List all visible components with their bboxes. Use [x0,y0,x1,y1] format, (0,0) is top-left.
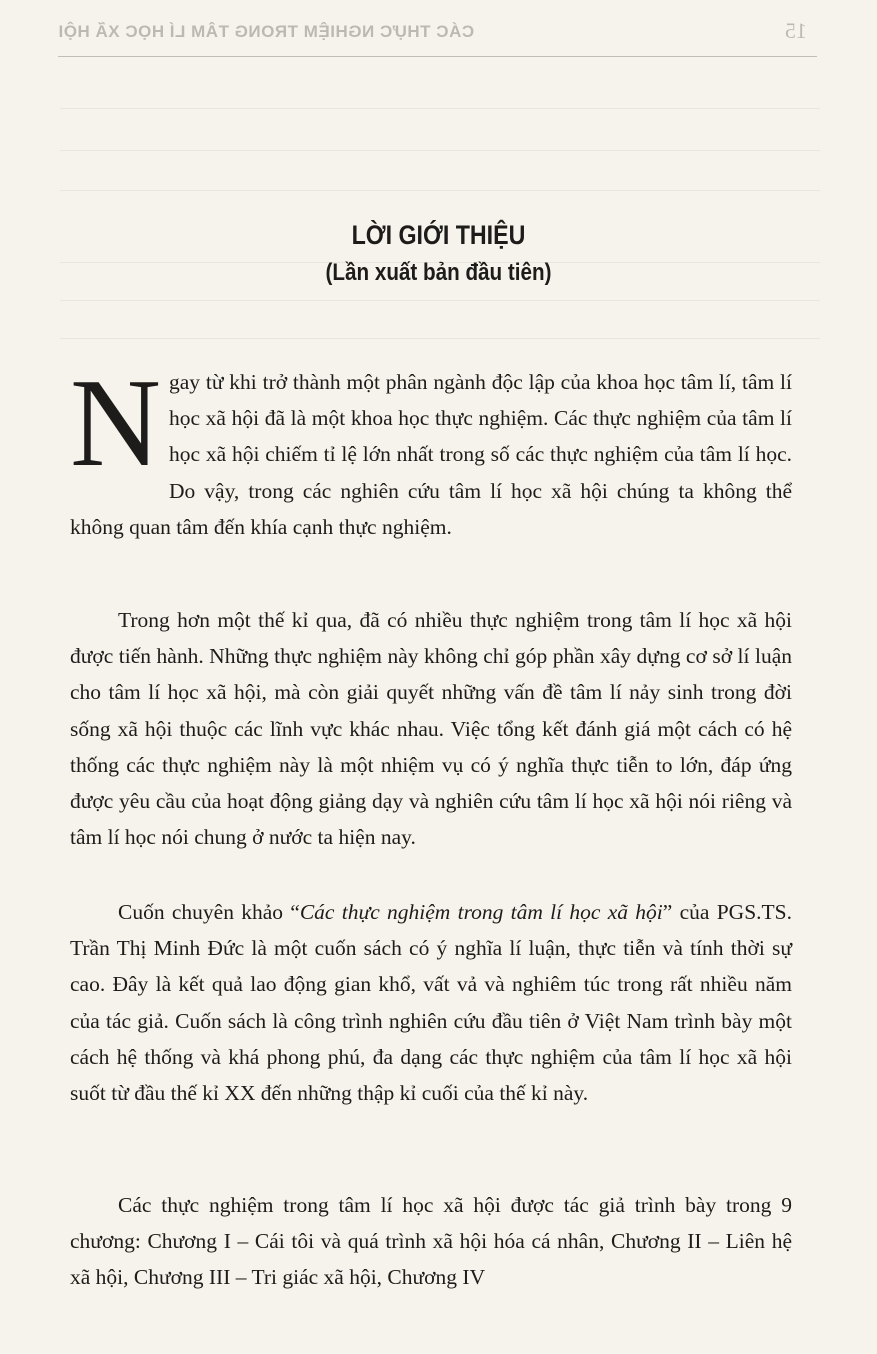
paragraph-3-lead: Cuốn chuyên khảo “ [118,900,300,924]
paragraph-2 [70,602,792,855]
paragraph-4-text: Các thực nghiệm trong tâm lí học xã hội được tác giả trình bày trong 9 chương: Chương I – Cái tôi và quá trình xã hội hóa cá nhân, Chương II – Liên hệ xã hội, Chương III – Tri giác xã hội, Chương IV [70,1193,792,1290]
bleed-line [60,108,820,109]
paragraph-2-text: Trong hơn một thế kỉ qua, đã có nhiều thực nghiệm trong tâm lí học xã hội được tiến hành. Những thực nghiệm này không chỉ góp phần xây dựng cơ sở lí luận cho tâm lí học xã hội, mà còn giải quyết những vấn đề tâm lí nảy sinh trong đời sống xã hội thuộc các lĩnh vực khác nhau. Việc tổng kết đánh giá một cách có hệ thống các thực nghiệm này là một nhiệm vụ có ý nghĩa thực tiễn to lớn, đáp ứng được yêu cầu của hoạt động giảng dạy và nghiên cứu tâm lí học xã hội nói riêng và tâm lí học nói chung ở nước ta hiện nay. [70,608,792,850]
paragraph-1 [70,354,792,545]
running-header [0,0,877,72]
book-title: Các thực nghiệm trong tâm lí học xã hội [299,900,663,924]
running-header-page-number: 15 [785,18,807,43]
section-heading [0,218,877,290]
paragraph-3-rest: ” của PGS.TS. Trần Thị Minh Đức là một cuốn sách có ý nghĩa lí luận, thực tiễn và tính thời sự cao. Đây là kết quả lao động gian khổ, vất vả và nghiêm túc trong rất nhiều năm của tác giả. Cuốn sách là công trình nghiên cứu đầu tiên ở Việt Nam trình bày một cách hệ thống và khá phong phú, đa dạng các thực nghiệm của tâm lí học xã hội suốt từ đầu thế kỉ XX đến những thập kỉ cuối của thế kỉ này. [70,900,792,1106]
paragraph-3-text [70,894,792,1111]
paragraph-1-text: gay từ khi trở thành một phân ngành độc lập của khoa học tâm lí, tâm lí học xã hội đã là một khoa học thực nghiệm. Các thực nghiệm của tâm lí học xã hội chiếm tỉ lệ lớn nhất trong số các thực nghiệm của tâm lí học. Do vậy, trong các nghiên cứu tâm lí học xã hội chúng ta không thể không quan tâm đến khía cạnh thực nghiệm. [70,370,792,539]
bleed-line [60,338,820,339]
paragraph-3 [70,894,792,1111]
header-rule [58,56,817,57]
running-header-title: CÁC THỰC NGHIỆM TRONG TÂM LÍ HỌC XÃ HỘI [58,22,475,41]
page-title: LỜI GIỚI THIỆU [351,220,526,250]
bleed-line [60,150,820,151]
paragraph-4 [70,1187,792,1296]
drop-cap: N [70,354,161,493]
bleed-line [60,190,820,191]
page-subtitle: (Lần xuất bản đầu tiên) [325,259,552,286]
bleed-line [60,300,820,301]
